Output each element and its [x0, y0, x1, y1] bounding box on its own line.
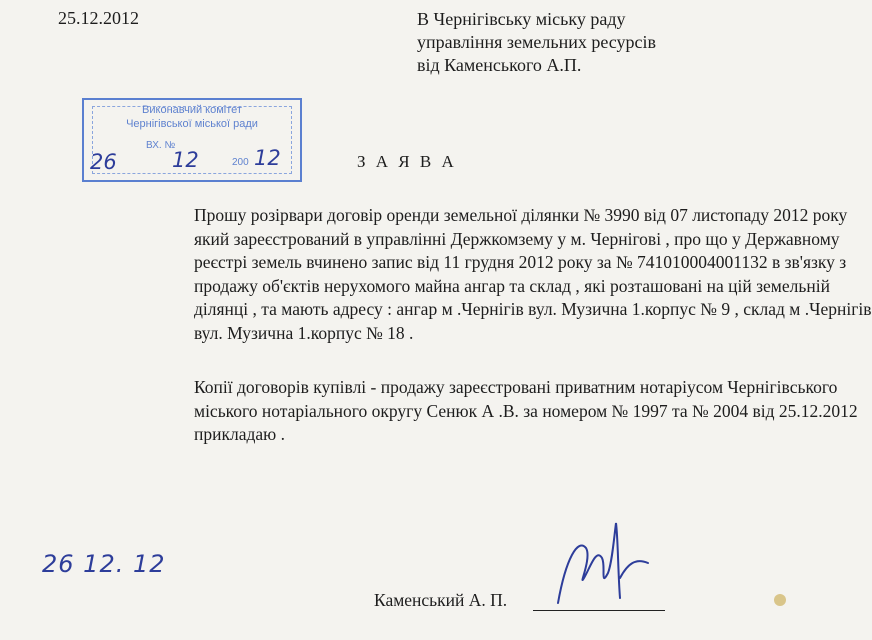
- addressee-line: В Чернігівську міську раду: [417, 9, 626, 29]
- stamp-line: Виконавчий комітет: [142, 104, 242, 116]
- paragraph-attachments: [194, 376, 858, 447]
- text-line: Копії договорів купівлі - продажу зареєстровані приватним нотаріусом Чернігівського: [194, 377, 838, 397]
- page-corner-mark: [770, 590, 790, 610]
- document-date: 25.12.2012: [58, 8, 139, 28]
- signature-image: [548, 518, 658, 618]
- stamp-year-label: 200: [232, 157, 249, 168]
- addressee-block: [417, 8, 656, 77]
- addressee-line: від Каменського А.П.: [417, 55, 582, 75]
- text-line: Прошу розірвари договір оренди земельної ділянки № 3990 від 07 листопаду 2012 року: [194, 205, 848, 225]
- text-line: ділянці , та мають адресу : ангар м .Чернігів вул. Музична 1.корпус № 9 , склад м .Чернігів: [194, 299, 872, 319]
- signer-name: Каменський А. П.: [374, 590, 508, 610]
- text-line: який зареєстрований в управлінні Держкомзему у м. Чернігові , про що у Державному: [194, 228, 840, 249]
- document-title: З А Я В А: [357, 152, 457, 171]
- stamp-line: Чернігівської міської ради: [126, 118, 258, 130]
- handwritten-date: 26 12. 12: [42, 550, 166, 578]
- text-line: продажу об'єктів нерухомого майна ангар та склад , які розташовані на цій земельній: [194, 275, 830, 296]
- stamp-hand-year: 12: [254, 146, 281, 170]
- text-line: вул. Музична 1.корпус № 18 .: [194, 322, 414, 343]
- text-line: реєстрі земель вчинено запис від 11 грудня 2012 року за № 741010004001132 в зв'язку з: [194, 252, 847, 272]
- text-line: прикладаю .: [194, 424, 285, 444]
- registration-stamp: [82, 98, 302, 182]
- stamp-in-label: ВХ. №: [146, 140, 176, 151]
- paragraph-request: [194, 204, 872, 345]
- addressee-line: управління земельних ресурсів: [417, 32, 657, 52]
- text-line: міського нотаріального округу Сенюк А .В. за номером № 1997 та № 2004 від 25.12.2012: [194, 400, 858, 421]
- stamp-hand-day: 26: [90, 150, 117, 174]
- stamp-hand-month: 12: [172, 148, 199, 172]
